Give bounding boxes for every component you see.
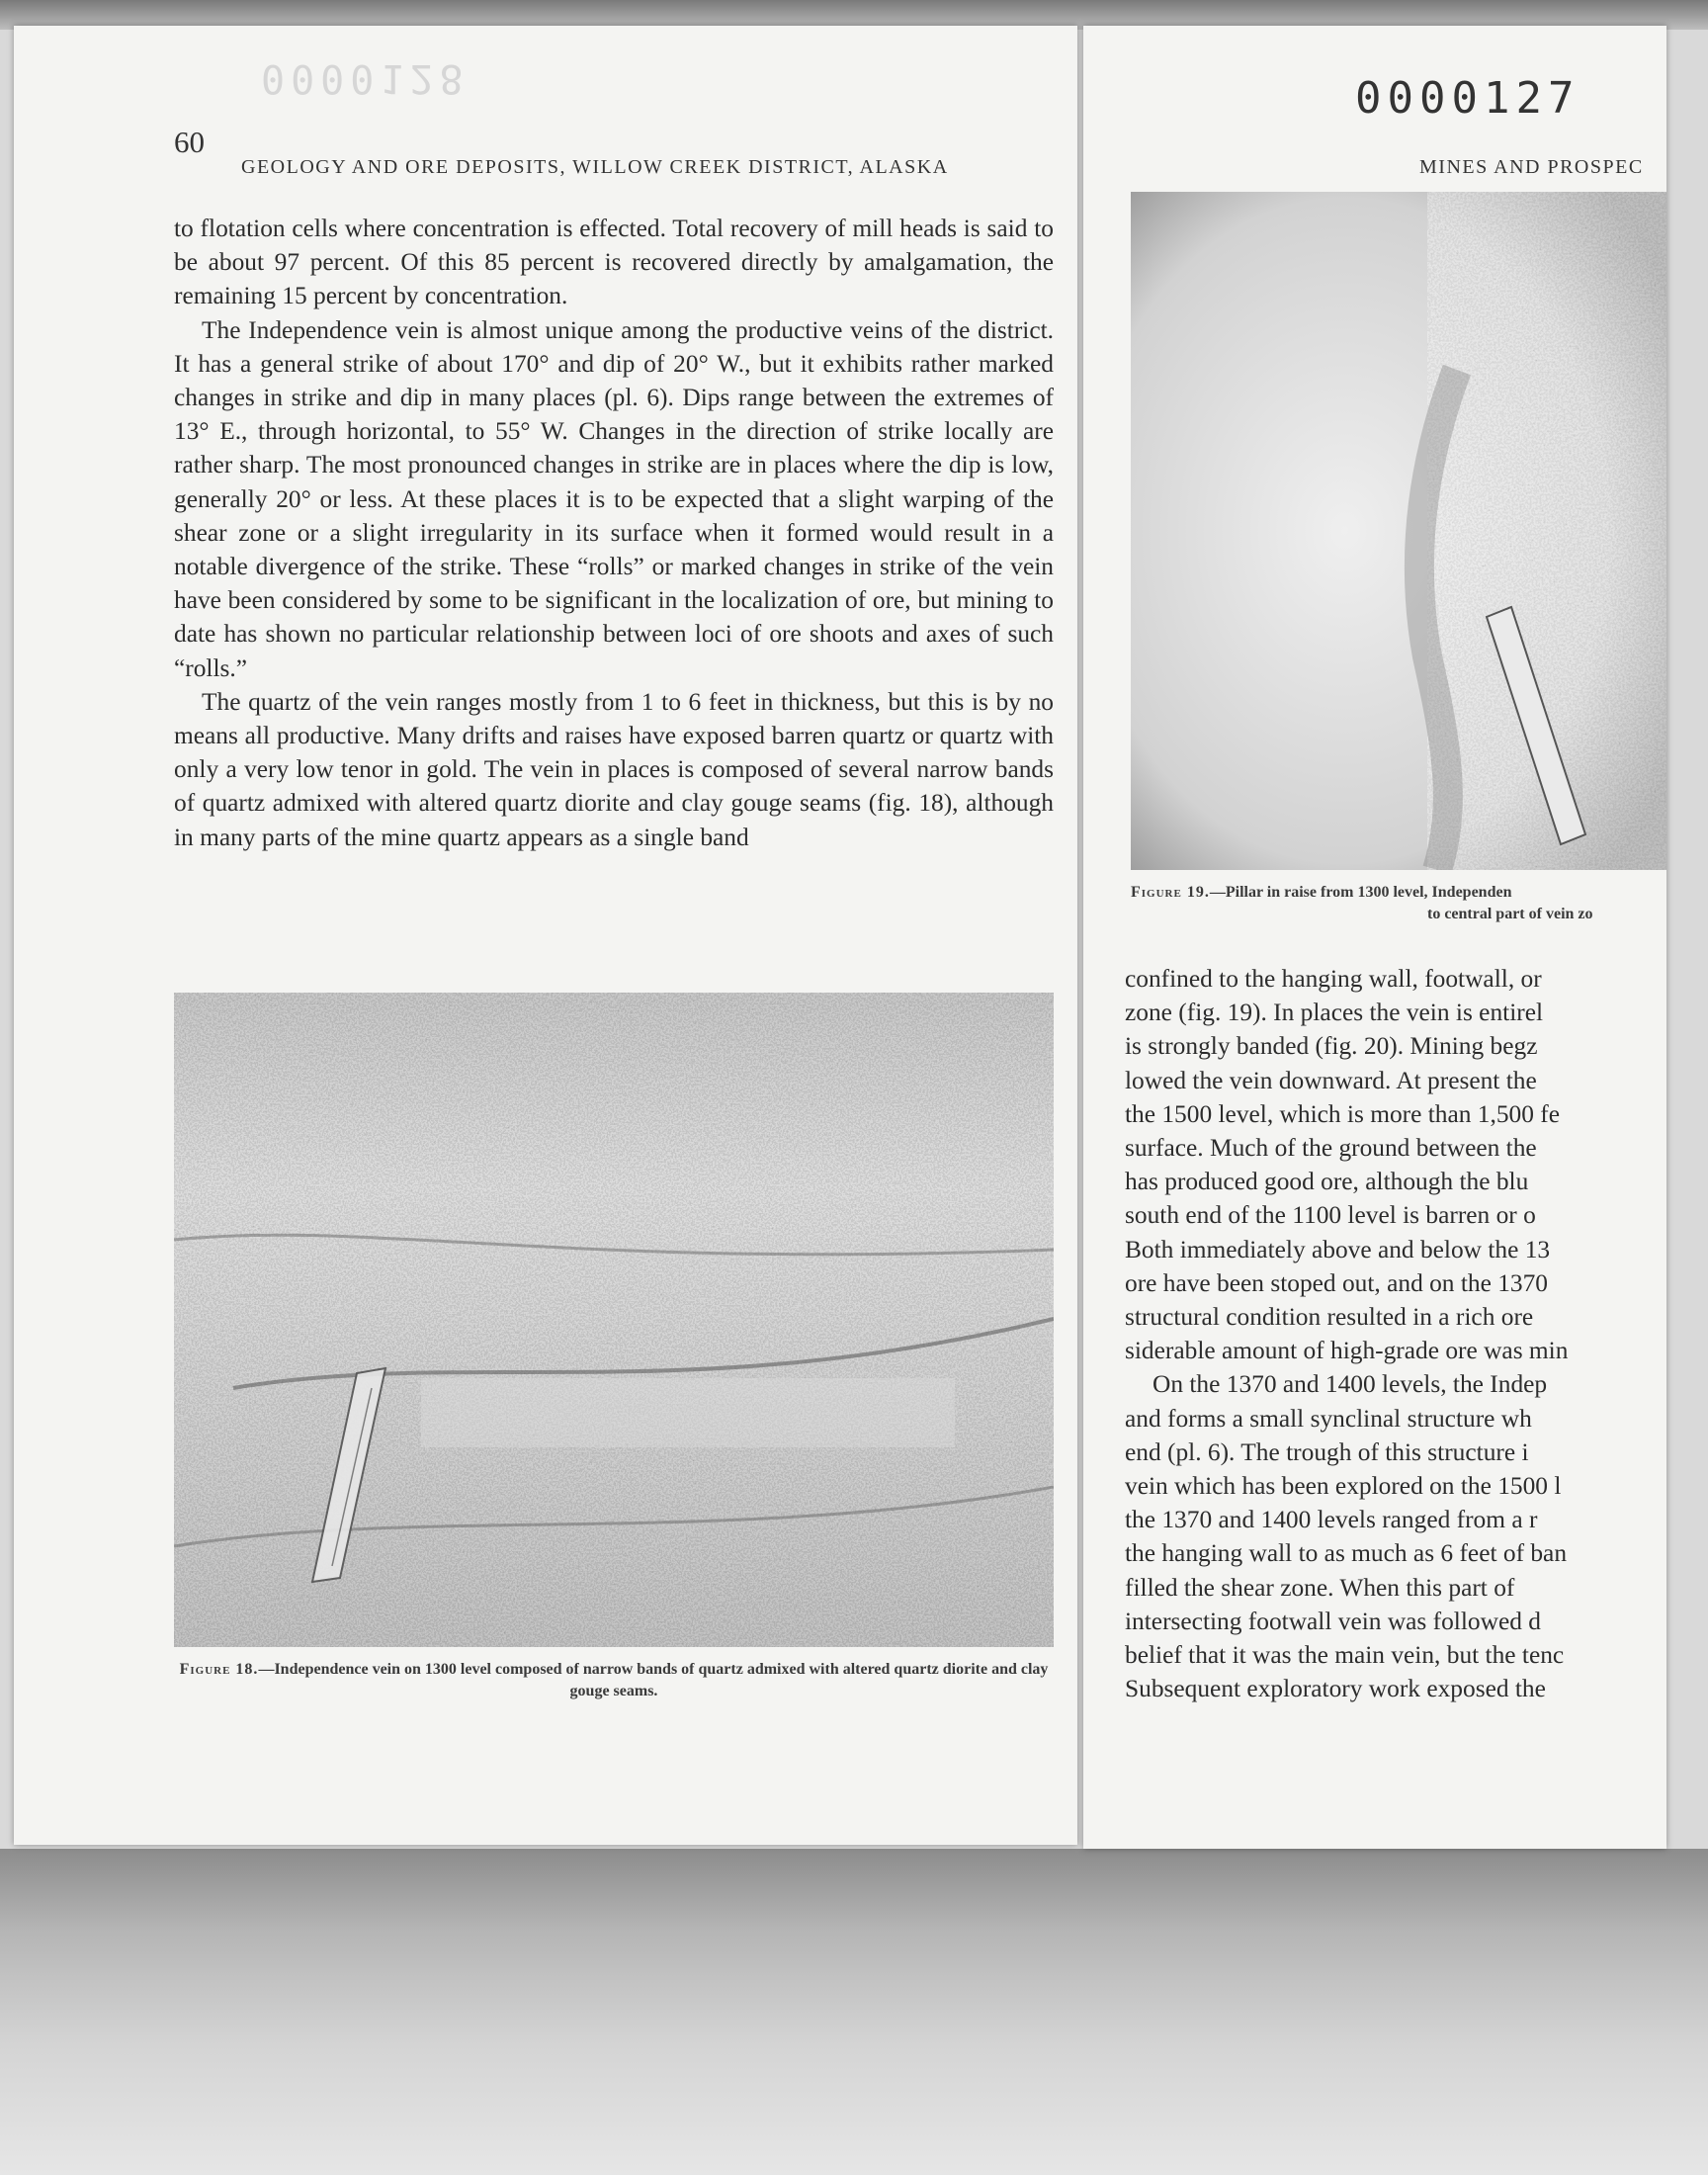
- page-number: 60: [174, 125, 205, 159]
- text-line: confined to the hanging wall, footwall, or: [1125, 965, 1542, 993]
- text-line: belief that it was the main vein, but the tenc: [1125, 1641, 1565, 1670]
- text-line: the 1370 and 1400 levels ranged from a r: [1125, 1506, 1538, 1534]
- caption-label: Figure 18.: [179, 1661, 259, 1678]
- text-line: Both immediately above and below the 13: [1125, 1235, 1551, 1263]
- text-line: Subsequent exploratory work exposed the: [1125, 1675, 1546, 1703]
- text-line: filled the shear zone. When this part of: [1125, 1573, 1515, 1602]
- caption-text-line-1: —Pillar in raise from 1300 level, Independen: [1209, 884, 1512, 901]
- pillar-photo-image: [1131, 192, 1666, 870]
- text-line: the 1500 level, which is more than 1,500 fe: [1125, 1099, 1560, 1128]
- scan-edge-bottom: [0, 1849, 1708, 2175]
- paragraph: The Independence vein is almost unique among the productive veins of the district. It has a general strike of about 170° and dip of 20° W., but it exhibits rather marked changes in strike and dip in many places (pl. 6). Dips range between the extremes of 13° E., through horizontal, to 55° W. Changes in the direction of strike locally are rather sharp. The most pronounced changes in strike are in places where the dip is low, generally 20° or less. At these places it is to be expected that a slight warping of the shear zone or a slight irregularity in its surface when it formed would result in a notable divergence of the strike. These “rolls” or marked changes in strike of the vein have been considered by some to be significant in the localization of ore, but mining to date has shown no particular relationship between loci of ore shoots and axes of such “rolls.”: [174, 315, 1054, 682]
- figure-18-photo: [174, 993, 1054, 1647]
- text-line: vein which has been explored on the 1500 l: [1125, 1472, 1562, 1501]
- text-line: siderable amount of high-grade ore was min: [1125, 1337, 1569, 1365]
- left-body-text: [174, 212, 1054, 854]
- text-line: is strongly banded (fig. 20). Mining begz: [1125, 1032, 1538, 1061]
- text-line: zone (fig. 19). In places the vein is entirel: [1125, 999, 1544, 1027]
- left-running-head: GEOLOGY AND ORE DEPOSITS, WILLOW CREEK DISTRICT, ALASKA: [241, 156, 949, 178]
- text-line: On the 1370 and 1400 levels, the Indep: [1153, 1370, 1548, 1399]
- caption-text: —Independence vein on 1300 level composed of narrow bands of quartz admixed with altered quartz diorite and clay gouge seams.: [258, 1661, 1049, 1699]
- right-body-text: [1125, 962, 1666, 1705]
- text-line: structural condition resulted in a rich ore: [1125, 1303, 1534, 1332]
- text-line: lowed the vein downward. At present the: [1125, 1066, 1537, 1094]
- right-page-stamp: 0000127: [1355, 73, 1580, 124]
- figure-19-caption: [1131, 882, 1666, 925]
- right-running-head: MINES AND PROSPEC: [1419, 156, 1644, 178]
- paragraph: The quartz of the vein ranges mostly from 1 to 6 feet in thickness, but this is by no means all productive. Many drifts and raises have exposed barren quartz or quartz with only a very low tenor in gold. The vein in places is composed of several narrow bands of quartz admixed with altered quartz diorite and clay gouge seams (fig. 18), although in many parts of the mine quartz appears as a single band: [174, 687, 1054, 851]
- text-line: and forms a small synclinal structure wh: [1125, 1404, 1532, 1433]
- text-line: intersecting footwall vein was followed d: [1125, 1607, 1541, 1635]
- text-line: end (pl. 6). The trough of this structure i: [1125, 1437, 1529, 1466]
- caption-label: Figure 19.: [1131, 884, 1210, 901]
- figure-19-photo: [1131, 192, 1666, 870]
- left-page-stamp: 0000128: [261, 55, 470, 101]
- text-line: ore have been stoped out, and on the 1370: [1125, 1268, 1548, 1297]
- text-line: has produced good ore, although the blu: [1125, 1168, 1529, 1196]
- text-line: surface. Much of the ground between the: [1125, 1134, 1537, 1163]
- text-line: south end of the 1100 level is barren or o: [1125, 1201, 1536, 1230]
- text-line: the hanging wall to as much as 6 feet of ban: [1125, 1539, 1568, 1568]
- right-page: [1083, 26, 1666, 1849]
- vein-photo-image: [174, 993, 1054, 1647]
- paragraph: to flotation cells where concentration is effected. Total recovery of mill heads is said to be about 97 percent. Of this 85 percent is recovered directly by amalgamation, the remaining 15 percent by concentration.: [174, 215, 1054, 310]
- caption-text-line-2: to central part of vein zo: [1427, 906, 1593, 922]
- left-page: [14, 26, 1077, 1845]
- figure-18-caption: [174, 1659, 1054, 1702]
